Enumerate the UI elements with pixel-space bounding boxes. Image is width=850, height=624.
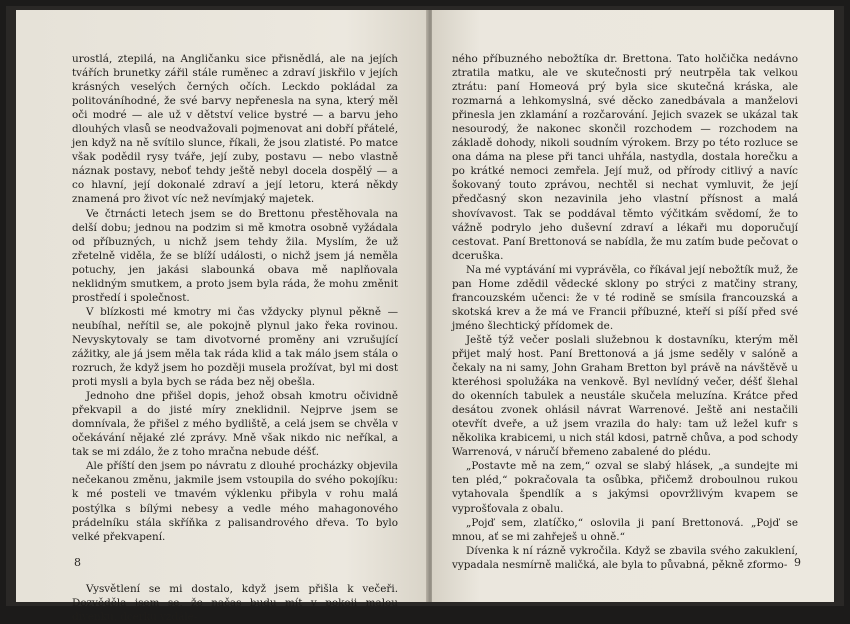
- right-page: [432, 10, 834, 602]
- paragraph: urostlá, ztepilá, na Angličanku sice přisnědlá, ale na jejích tvářích brunetky zářil stále ruměnec a zdraví jiskřilo v jejích krásných veselých černých očích. Leckdo pokládal za politováníhodné, že své barvy nepřenesla na syna, který měl oči modré — ale už v dětství velice bystré — a barvu jeho dlouhých vlasů se neodvažovali pojmenovat ani dobří přátelé, jen když na ně svítilo slunce, říkali, že jsou zlatisté. Po matce však podědil rysy tváře, její zuby, postavu — nebo vlastně náznak postavy, neboť tehdy ještě nebyl docela dospělý — a co hlavní, její dokonalé zdraví a její letoru, která někdy znamená pro život víc než nevímjaký majetek.: [72, 53, 398, 206]
- book-spread: [6, 6, 844, 623]
- paragraph: Na mé vyptávání mi vyprávěla, co říkával její nebožtík muž, že pan Home zdědil vědecké sklony po strýci z matčiny strany, francouzském učenci: že v té rodině se smísila francouzská a skotská krev a že má ve Francii příbuzné, kteří si píší před své jméno šlechtický přídomek de.: [452, 263, 798, 332]
- paragraph: „Postavte mě na zem,“ ozval se slabý hlásek, „a sundejte mi ten pléd,“ pokračovala ta osůbka, přičemž droboulnou rukou vytahovala špendlík a s jakýmsi opovržlivým kvapem se vyprošťovala z obalu.: [452, 460, 798, 515]
- paragraph: Ve čtrnácti letech jsem se do Brettonu přestěhovala na delší dobu; jednou na podzim si mě kmotra osobně vyžádala od příbuzných, u nichž jsem tehdy žila. Myslím, že už zřetelně viděla, že se blíží události, o nichž jsem já neměla potuchy, jen jakási slabounká obava mě naplňovala neklidným smutkem, a proto jsem byla ráda, že mohu změnit prostředí i společnost.: [72, 207, 398, 304]
- paragraph: Vysvětlení se mi dostalo, když jsem přišla k večeři. Dozvěděla jsem se, že načas budu mít v pokoji malou dívenku, dcerku vzdále-: [72, 582, 398, 623]
- paragraph: „Pojď sem, zlatíčko,“ oslovila ji paní Brettonová. „Pojď se mnou, ať se mi zahřeješ u ohně.“: [452, 516, 798, 543]
- page-number: 8: [74, 556, 81, 569]
- paragraph: Jednoho dne přišel dopis, jehož obsah kmotru očividně překvapil a do jisté míry zneklidnil. Nejprve jsem se domnívala, že přišel z mého bydliště, a celá jsem se chvěla v očekávání nějaké zlé zprávy. Mně však nikdo nic neříkal, a tak se mi zdálo, že z toho mračna nebude déšť.: [72, 390, 398, 459]
- paragraph: ného příbuzného nebožtíka dr. Brettona. Tato holčička nedávno ztratila matku, ale ve skutečnosti prý neutrpěla tak velkou ztrátu: paní Homeová prý byla sice skutečná kráska, ale rozmarná a lehkomyslná, své děcko zanedbávala a manželovi přinesla jen zklamání a rozčarování. Jejich svazek se ukázal tak nesourodý, že nakonec skončil rozchodem — rozchodem na základě dohody, nikoli soudním výrokem. Brzy po této rozluce se ona dáma na plese při tanci uhřála, nastydla, dostala horečku a po krátké nemoci zemřela. Její muž, od přírody citlivý a navíc šokovaný touto zprávou, nechtěl si nechat vymluvit, že její předčasný skon nezavinila jeho vlastní přísnost a malá shovívavost. Tak se poddával těmto výčitkám svědomí, že to vážně podrylo jeho duševní zdraví a lékaři mu doporučují cestovat. Paní Brettonová se nabídla, že mu zatím bude pečovat o dceruška.: [452, 53, 798, 262]
- paragraph: V blízkosti mé kmotry mi čas vždycky plynul pěkně — neubíhal, neřítil se, ale pokojně plynul jako řeka rovinou. Nevyskytovaly se tam divotvorné proměny ani vzrušující zážitky, ale já jsem měla tak ráda klid a tak málo jsem stála o rozruch, že když jsem ho později musela prožívat, byl mi dost proti mysli a byla bych se ráda bez něj obešla.: [72, 305, 398, 389]
- page-number: 9: [794, 556, 801, 569]
- paragraph: Ještě týž večer poslali služebnou k dostavníku, kterým měl přijet malý host. Paní Brettonová a já jsme seděly v salóně a čekaly na ni samy, John Graham Bretton byl právě na návštěvě u kteréhosi spolužáka na venkově. Byl nevlídný večer, déšť šlehal do okenních tabulek a neustále skučela meluzína. Krátce před desátou zvonek ohlásil návrat Warrenové. Ještě ani nestačili otevřít dveře, a už jsem vrazila do haly: tam už ležel kufr s několika krabicemi, u nich stál kdosi, patrně chůva, a pod schody Warrenová, v náručí břemeno zabalené do plédu.: [452, 333, 798, 459]
- left-page-text: [72, 52, 398, 624]
- right-page-text: [452, 52, 798, 572]
- paragraph: Dívenka k ní rázně vykročila. Když se zbavila svého zakuklení, vypadala nesmírně maličká, ale byla to půvabná, pěkně zformo-: [452, 544, 798, 571]
- left-page: [16, 10, 428, 623]
- paragraph: Ale příští den jsem po návratu z dlouhé procházky objevila nečekanou změnu, jakmile jsem vstoupila do svého pokojíku: k mé posteli ve tmavém výklenku přibyla v rohu malá postýlka s bílými nebesy a vedle mého mahagonového prádelníku stála skříňka z palisandrového dřeva. To bylo velké překvapení.: [72, 460, 398, 543]
